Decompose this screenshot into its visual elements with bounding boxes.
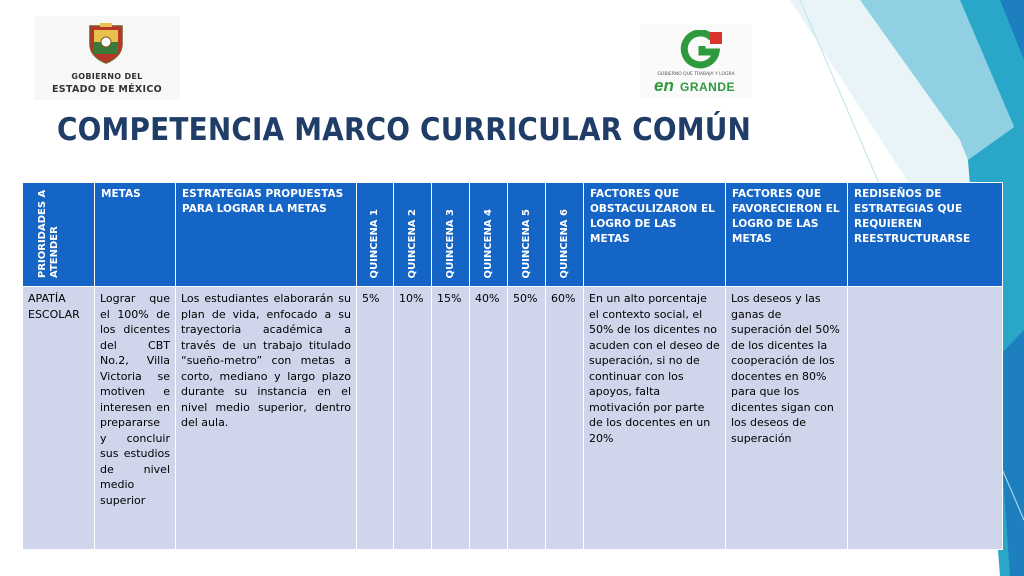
coat-of-arms-icon [86, 22, 126, 64]
cell-quincena-1: 5% [357, 287, 394, 550]
header-metas: METAS [95, 183, 176, 287]
cell-factores-favorecieron: Los deseos y las ganas de superación del 50% de los dicentes la cooperación de los docentes en 80% para que los dicentes sigan con los deseos de superación [726, 287, 848, 550]
cell-factores-obstaculizaron: En un alto porcentaje el contexto social, el 50% de los dicentes no acuden con el deseo de superación, si no de continuar con los apoyos, falta motivación por parte de los docentes en un 20% [584, 287, 726, 550]
logo-text-en: en [654, 76, 674, 95]
slide-title: COMPETENCIA MARCO CURRICULAR COMÚN [57, 112, 752, 148]
header-quincena-1: QUINCENA 1 [357, 183, 394, 287]
header-row [23, 183, 1003, 287]
header-quincena-2: QUINCENA 2 [394, 183, 432, 287]
logo-text-grande: GRANDE [680, 80, 736, 94]
header-quincena-5: QUINCENA 5 [508, 183, 546, 287]
competencia-table [22, 182, 1003, 550]
logo-text-gobierno: GOBIERNO DEL [71, 72, 143, 81]
header-estrategias: ESTRATEGIAS PROPUESTAS PARA LOGRAR LA METAS [176, 183, 357, 287]
logo-text-estado: ESTADO DE MÉXICO [51, 84, 163, 95]
header-redisenos: REDISEÑOS DE ESTRATEGIAS QUE REQUIEREN REESTRUCTURARSE [848, 183, 1003, 287]
header-quincena-4: QUINCENA 4 [470, 183, 508, 287]
cell-quincena-4: 40% [470, 287, 508, 550]
cell-estrategia: Los estudiantes elaborarán su plan de vida, enfocado a su trayectoria académica a través de un trabajo titulado “sueño-metro” con metas a corto, mediano y largo plazo durante su instancia en el nivel medio superior, dentro del aula. [176, 287, 357, 550]
cell-redisenos [848, 287, 1003, 550]
cell-meta: Lograr que el 100% de los dicentes del CBT No.2, Villa Victoria se motiven e interesen en prepararse y concluir sus estudios de nivel medio superior [95, 287, 176, 550]
header-prioridades: PRIORIDADES A ATENDER [23, 183, 95, 287]
cell-quincena-6: 60% [546, 287, 584, 550]
logo-tagline: GOBIERNO QUE TRABAJA Y LOGRA [657, 72, 735, 77]
header-quincena-6: QUINCENA 6 [546, 183, 584, 287]
header-factores-favorecieron: FACTORES QUE FAVORECIERON EL LOGRO DE LAS METAS [726, 183, 848, 287]
engrande-logo [640, 24, 752, 98]
cell-quincena-5: 50% [508, 287, 546, 550]
header-quincena-3: QUINCENA 3 [432, 183, 470, 287]
cell-quincena-3: 15% [432, 287, 470, 550]
estado-de-mexico-logo [34, 16, 180, 100]
header-factores-obstaculizaron: FACTORES QUE OBSTACULIZARON EL LOGRO DE LAS METAS [584, 183, 726, 287]
cell-prioridad: APATÍA ESCOLAR [23, 287, 95, 550]
table-row [23, 287, 1003, 550]
g-mark-icon [680, 30, 724, 70]
cell-quincena-2: 10% [394, 287, 432, 550]
